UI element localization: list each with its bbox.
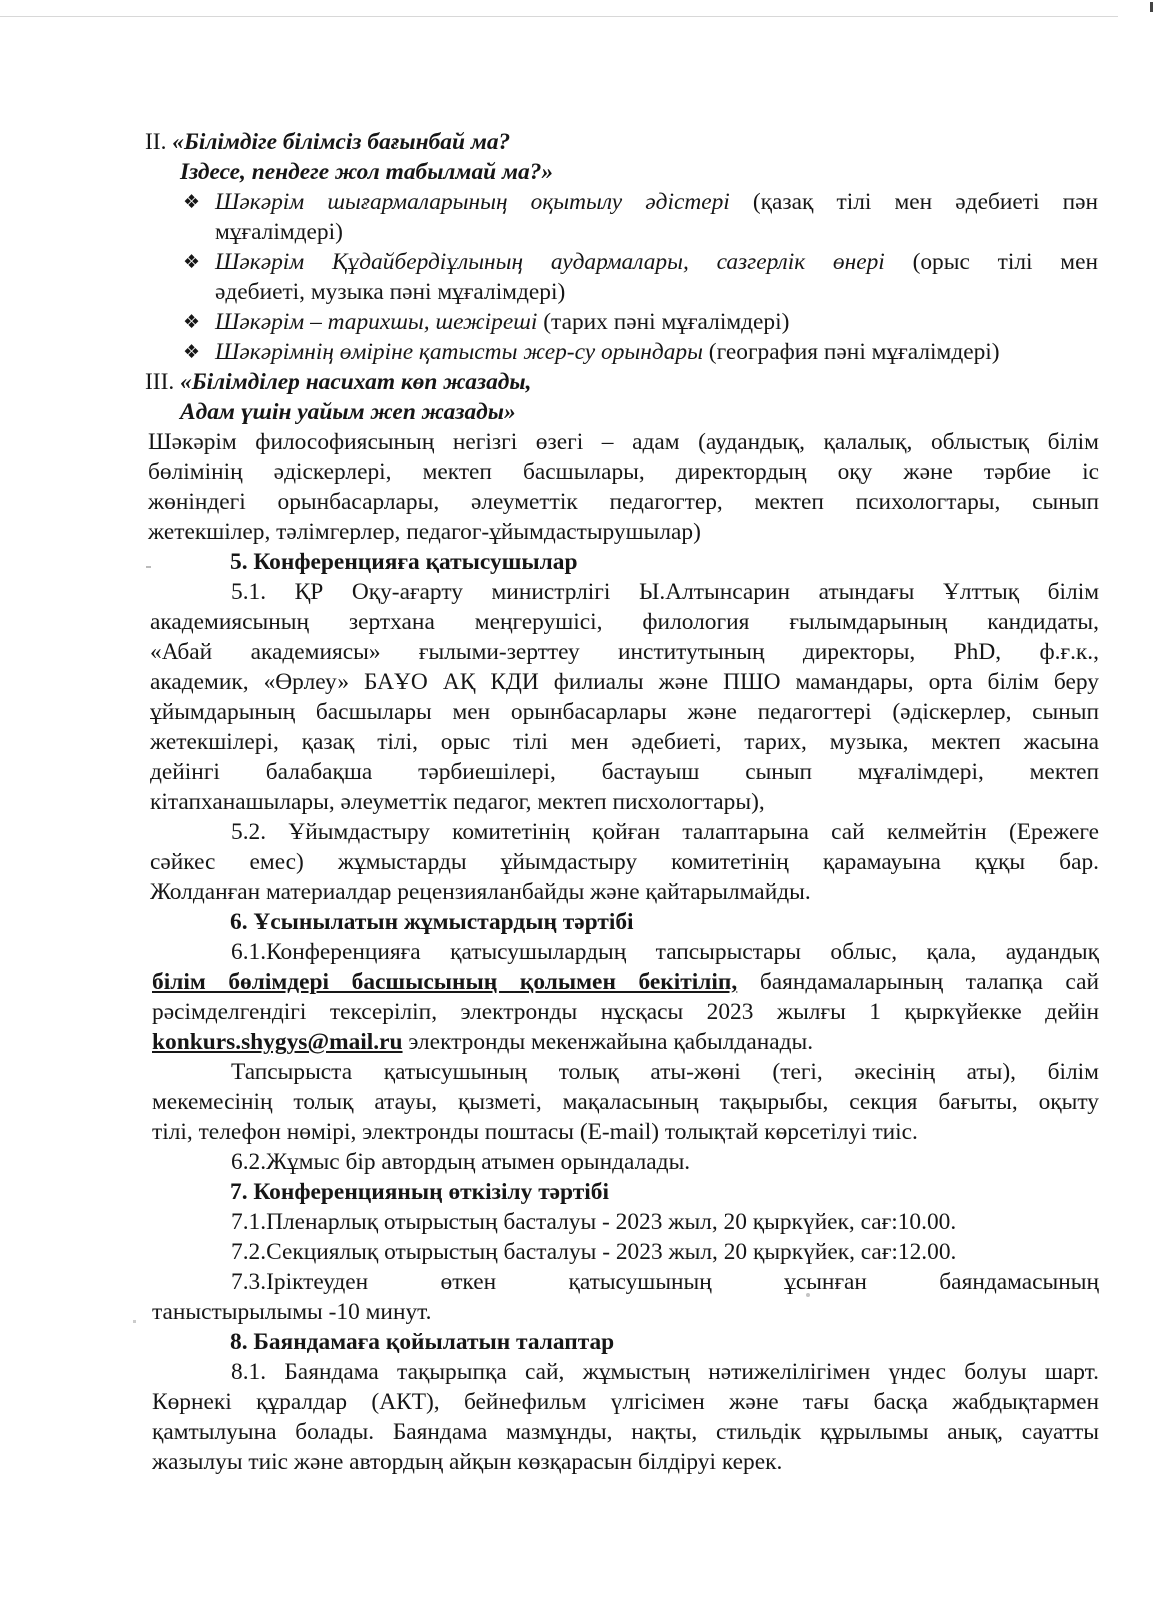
bullet-topic: Шәкәрім Құдайбердіұлының аудармалары, сазгерлік өнері bbox=[215, 249, 885, 275]
section-7-heading: 7. Конференцияның өткізілу тәртібі bbox=[230, 1179, 609, 1205]
section-7-2-line: 7.2.Секциялық отырыстың басталуы - 2023 жыл, 20 қыркүйек, сағ:12.00. bbox=[231, 1239, 957, 1265]
scan-corner-mark bbox=[1150, 2, 1153, 12]
section-5-1-line: академиясының зертхана меңгерушісі, филология ғылымдарының кандидаты, bbox=[150, 609, 1099, 635]
section-3-title-line-1 bbox=[145, 367, 531, 397]
section-7-3-line: 7.3.Іріктеуден өткен қатысушының ұсынған баяндамасының bbox=[231, 1269, 1099, 1295]
bullet-audience: (тарих пәні мұғалімдері) bbox=[543, 309, 790, 335]
section-6-1-line bbox=[152, 967, 1099, 997]
bullet-item-2 bbox=[215, 247, 1098, 277]
section-5-1-line: жетекшілері, қазақ тілі, орыс тілі мен әдебиеті, тарих, музыка, мектеп жасына bbox=[150, 729, 1099, 755]
section-5-1-line: академик, «Өрлеу» БАҰО АҚ КДИ филиалы және ПШО мамандары, орта білім беру bbox=[150, 669, 1099, 695]
scan-speck bbox=[146, 566, 151, 568]
bullet-item-1-cont: мұғалімдері) bbox=[215, 219, 343, 245]
bullet-audience: (география пәні мұғалімдері) bbox=[708, 339, 1000, 365]
section-5-2-line: Жолданған материалдар рецензияланбайды және қайтарылмайды. bbox=[150, 879, 811, 905]
section-3-body-line: бөлімінің әдіскерлері, мектеп басшылары, директордың оқу және тәрбие іс bbox=[148, 459, 1099, 485]
section-7-3-line: таныстырылымы -10 минут. bbox=[152, 1299, 432, 1325]
section-5-1-line: ұйымдарының басшылары мен орынбасарлары және педагогтері (әдіскерлер, сынып bbox=[150, 699, 1099, 725]
bullet-item-2-cont: әдебиеті, музыка пәні мұғалімдері) bbox=[215, 279, 566, 305]
bullet-item-4 bbox=[215, 337, 1000, 367]
bullet-audience: (қазақ тілі мен әдебиеті пән bbox=[752, 189, 1098, 215]
section-2-title-line-1 bbox=[145, 127, 510, 157]
underlined-approval-text: білім бөлімдері басшысының қолымен бекітіліп, bbox=[152, 969, 738, 995]
bullet-topic: Шәкәрім – тарихшы, шежіреші bbox=[215, 309, 538, 335]
section-5-2-line: сәйкес емес) жұмыстарды ұйымдастыру комитетінің қарамауына құқы бар. bbox=[150, 849, 1099, 875]
line-text: баяндамаларының талапқа сай bbox=[737, 969, 1099, 995]
section-5-1-line: дейінгі балабақша тәрбиешілері, бастауыш сынып мұғалімдері, мектеп bbox=[150, 759, 1099, 785]
diamond-bullet-icon: ❖ bbox=[183, 191, 201, 213]
scan-top-line bbox=[0, 16, 1118, 17]
epigraph-text: «Білімдіге білімсіз бағынбай ма? bbox=[172, 129, 511, 155]
bullet-item-1 bbox=[215, 187, 1098, 217]
section-3-body-line: жетекшілер, тәлімгерлер, педагог-ұйымдастырушылар) bbox=[148, 519, 701, 545]
section-numeral: II. bbox=[145, 129, 167, 155]
bullet-item-3 bbox=[215, 307, 789, 337]
section-5-2-line: 5.2. Ұйымдастыру комитетінің қойған талаптарына сай келмейтін (Ережеге bbox=[231, 819, 1099, 845]
section-5-1-line: 5.1. ҚР Оқу-ағарту министрлігі Ы.Алтынсарин атындағы Ұлттық білім bbox=[231, 579, 1099, 605]
bullet-audience: (орыс тілі мен bbox=[912, 249, 1098, 275]
section-6-heading: 6. Ұсынылатын жұмыстардың тәртібі bbox=[230, 909, 634, 935]
diamond-bullet-icon: ❖ bbox=[183, 341, 201, 363]
section-3-body-line: Шәкәрім философиясының негізгі өзегі – адам (аудандық, қалалық, облыстық білім bbox=[148, 429, 1099, 455]
section-8-1-line: 8.1. Баяндама тақырыпқа сай, жұмыстың нәтижелілігімен үндес болуы шарт. bbox=[231, 1359, 1099, 1385]
bullet-topic: Шәкәрім шығармаларының оқытылу әдістері bbox=[215, 189, 730, 215]
section-7-1-line: 7.1.Пленарлық отырыстың басталуы - 2023 жыл, 20 қыркүйек, сағ:10.00. bbox=[231, 1209, 957, 1235]
diamond-bullet-icon: ❖ bbox=[183, 311, 201, 333]
section-6-requirements-line: тілі, телефон нөмірі, электронды поштасы (E-mail) толықтай көрсетілуі тиіс. bbox=[152, 1119, 918, 1145]
section-5-1-line: кітапханашылары, әлеуметтік педагог, мектеп писхологтары), bbox=[150, 789, 765, 815]
section-6-1-line bbox=[152, 1027, 813, 1057]
section-3-title-line-2: Адам үшін уайым жеп жазады» bbox=[180, 399, 516, 425]
scan-speck bbox=[133, 1320, 136, 1323]
line-text: электронды мекенжайына қабылданады. bbox=[402, 1029, 814, 1055]
section-6-requirements-line: мекемесінің толық атауы, қызметі, мақаласының тақырыбы, секция бағыты, оқыту bbox=[152, 1089, 1099, 1115]
section-6-1-line: рәсімделгендігі тексеріліп, электронды нұсқасы 2023 жылғы 1 қыркүйекке дейін bbox=[152, 999, 1099, 1025]
section-5-heading: 5. Конференцияға қатысушылар bbox=[230, 549, 578, 575]
section-6-requirements-line: Тапсырыста қатысушының толық аты-жөні (тегі, әкесінің аты), білім bbox=[231, 1059, 1099, 1085]
section-8-1-line: жазылуы тиіс және автордың айқын көзқарасын білдіруі керек. bbox=[152, 1449, 783, 1475]
section-6-1-line: 6.1.Конференцияға қатысушылардың тапсырыстары облыс, қала, аудандық bbox=[231, 939, 1099, 965]
section-3-body-line: жөніндегі орынбасарлары, әлеуметтік педагогтер, мектеп психологтары, сынып bbox=[148, 489, 1099, 515]
section-6-2-line: 6.2.Жұмыс бір автордың атымен орындалады. bbox=[231, 1149, 691, 1175]
section-5-1-line: «Абай академиясы» ғылыми-зерттеу институтының директоры, PhD, ф.ғ.к., bbox=[150, 639, 1099, 665]
section-8-1-line: қамтылуына болады. Баяндама мазмұнды, нақты, стильдік құрылымы анық, сауатты bbox=[152, 1419, 1099, 1445]
section-8-1-line: Көрнекі құралдар (АКТ), бейнефильм үлгісімен және тағы басқа жабдықтармен bbox=[152, 1389, 1099, 1415]
section-2-title-line-2: Іздесе, пендеге жол табылмай ма?» bbox=[180, 159, 554, 185]
bullet-topic: Шәкәрімнің өміріне қатысты жер-су орындары bbox=[215, 339, 703, 365]
diamond-bullet-icon: ❖ bbox=[183, 251, 201, 273]
email-address[interactable]: konkurs.shygys@mail.ru bbox=[152, 1029, 403, 1055]
section-numeral: III. bbox=[145, 369, 175, 395]
epigraph-text: «Білімділер насихат көп жазады, bbox=[180, 369, 532, 395]
section-8-heading: 8. Баяндамаға қойылатын талаптар bbox=[230, 1329, 615, 1355]
